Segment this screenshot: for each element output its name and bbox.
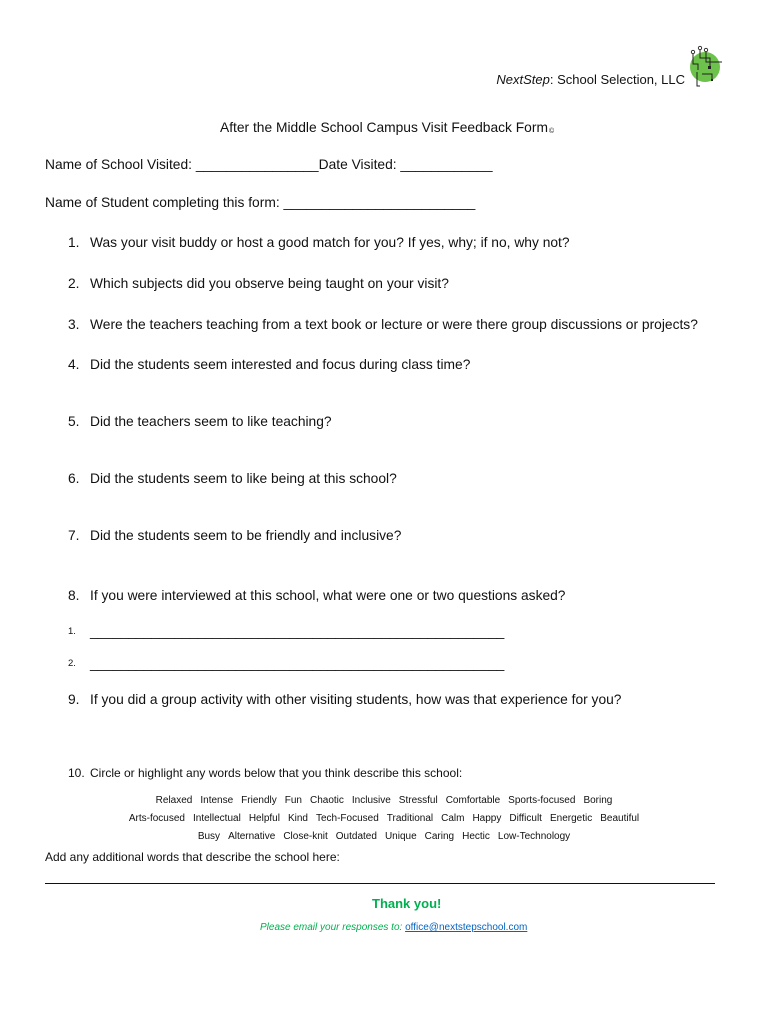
descriptor-row-2 [0,812,768,826]
school-name-line [45,156,493,174]
question-text: Were the teachers teaching from a text book or lecture or were there group discussions or projects? [90,317,698,332]
question-text: Did the students seem to like being at this school? [90,471,397,486]
answer-blank: ______________________________________________________ [90,624,505,639]
interview-answer-2 [0,655,768,673]
descriptor-word: Comfortable [445,795,501,806]
question-number: 2. [68,276,80,291]
descriptor-word: Beautiful [600,813,640,824]
question-number: 6. [68,471,80,486]
thank-you-text: Thank you! [372,896,442,911]
descriptor-word: Low-Technology [497,831,571,842]
question-5 [0,413,768,431]
brand-suffix: : School Selection, LLC [549,72,685,87]
descriptor-word: Intense [200,795,234,806]
question-text: Did the students seem to be friendly and inclusive? [90,528,402,543]
descriptor-word: Inclusive [351,795,391,806]
descriptor-row-3 [0,830,768,844]
descriptor-word: Close-knit [283,831,328,842]
interview-answer-1 [0,623,768,641]
question-4 [0,356,768,374]
descriptor-word: Arts-focused [128,813,185,824]
descriptor-word: Boring [583,795,613,806]
question-number: 8. [68,588,80,603]
question-2 [0,275,768,293]
descriptor-word: Alternative [228,831,276,842]
email-prompt: Please email your responses to: [260,922,406,933]
descriptor-word: Intellectual [193,813,241,824]
descriptor-word: Sports-focused [508,795,576,806]
question-text: Did the students seem interested and focus during class time? [90,357,471,372]
company-header [496,71,685,89]
descriptor-word: Tech-Focused [315,813,379,824]
student-name-blank: _________________________ [283,195,476,210]
additional-words-line [45,883,715,884]
date-visited-label: Date Visited: [318,157,401,172]
descriptor-word: Unique [384,831,417,842]
question-number: 5. [68,414,80,429]
descriptor-word: Fun [284,795,302,806]
question-number: 7. [68,528,80,543]
question-number: 3. [68,317,80,332]
student-name-label: Name of Student completing this form: [45,195,284,210]
question-number: 9. [68,692,80,707]
question-8 [0,587,768,605]
question-10 [0,765,768,781]
descriptor-word: Happy [472,813,502,824]
student-name-line [45,194,475,212]
question-number: 10. [68,766,85,780]
descriptor-word: Stressful [398,795,438,806]
descriptor-word: Calm [441,813,465,824]
copyright-mark: © [548,128,555,135]
descriptor-word: Busy [197,831,221,842]
descriptor-word: Difficult [509,813,542,824]
descriptor-row-1 [0,794,768,808]
school-name-label: Name of School Visited: [45,157,196,172]
descriptor-word: Friendly [241,795,277,806]
question-number: 4. [68,357,80,372]
descriptor-word: Energetic [549,813,593,824]
circuit-tree-logo-icon [684,44,726,90]
date-visited-blank: ____________ [400,157,493,172]
question-6 [0,470,768,488]
question-9 [0,691,768,709]
additional-words-label: Add any additional words that describe the school here: [45,850,340,864]
descriptor-word: Relaxed [155,795,193,806]
question-7 [0,527,768,545]
descriptor-word: Helpful [248,813,280,824]
question-1 [0,234,768,252]
descriptor-word: Traditional [386,813,434,824]
descriptor-word: Chaotic [309,795,344,806]
brand-name: NextStep [496,72,550,87]
email-link[interactable]: office@nextstepschool.com [405,922,528,933]
question-number: 1. [68,235,80,250]
question-text: Which subjects did you observe being taught on your visit? [90,276,449,291]
answer-number: 1. [68,626,76,637]
answer-blank: ______________________________________________________ [90,656,505,671]
question-text: If you were interviewed at this school, what were one or two questions asked? [90,588,566,603]
email-instruction [260,921,527,935]
form-title-text: After the Middle School Campus Visit Feedback Form [220,120,548,135]
answer-number: 2. [68,658,76,669]
descriptor-word: Hectic [462,831,490,842]
question-text: If you did a group activity with other visiting students, how was that experience for you? [90,692,622,707]
question-text: Circle or highlight any words below that you think describe this school: [90,766,463,780]
descriptor-word: Kind [287,813,308,824]
school-name-blank: ________________ [195,157,319,172]
form-title [220,119,554,141]
descriptor-word: Outdated [335,831,377,842]
question-3 [0,316,768,334]
question-text: Did the teachers seem to like teaching? [90,414,332,429]
question-text: Was your visit buddy or host a good match for you? If yes, why; if no, why not? [90,235,570,250]
descriptor-word: Caring [424,831,455,842]
